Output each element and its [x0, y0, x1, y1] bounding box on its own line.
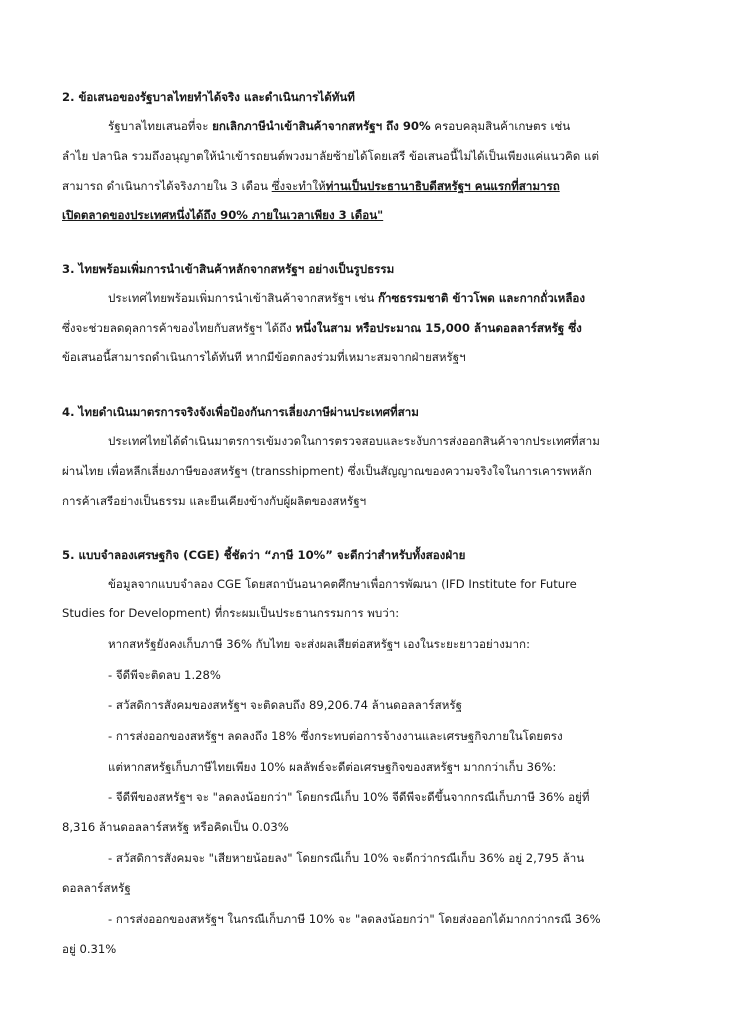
- section-5-line-7: แต่หากสหรัฐเก็บภาษีไทยเพียง 10% ผลลัพธ์จะดีต่อเศรษฐกิจของสหรัฐฯ มากกว่าเก็บ 36%:: [108, 760, 557, 774]
- section-2-heading: 2. ข้อเสนอของรัฐบาลไทยทำได้จริง และดำเนินการได้ทันที: [62, 90, 355, 104]
- section-5-bullet-3: - การส่งออกของสหรัฐฯ ลดลงถึง 18% ซึ่งกระทบต่อการจ้างงานและเศรษฐกิจภายในโดยตรง: [108, 729, 563, 743]
- section-4-line-3: การค้าเสรีอย่างเป็นธรรม และยืนเคียงข้างกับผู้ผลิตของสหรัฐฯ: [62, 494, 367, 508]
- section-5-bullet-4: - จีดีพีของสหรัฐฯ จะ "ลดลงน้อยกว่า" โดยกรณีเก็บ 10% จีดีพีจะดีขึ้นจากกรณีเก็บภาษี 36% อยู่ที่: [108, 790, 590, 804]
- section-5-bullet-5: - สวัสดิการสังคมจะ "เสียหายน้อยลง" โดยกรณีเก็บ 10% จะดีกว่ากรณีเก็บ 36% อยู่ 2,795 ล้าน: [108, 851, 585, 865]
- section-5-bullet-5-cont: ดอลลาร์สหรัฐ: [62, 881, 131, 895]
- section-5-bullet-6-cont: อยู่ 0.31%: [62, 942, 117, 956]
- section-3-line-1: ประเทศไทยพร้อมเพิ่มการนำเข้าสินค้าจากสหรัฐฯ เช่น ก๊าซธรรมชาติ ข้าวโพด และกากถั่วเหลือง: [108, 291, 586, 305]
- section-4-line-1: ประเทศไทยได้ดำเนินมาตรการเข้มงวดในการตรวจสอบและระงับการส่งออกสินค้าจากประเทศที่สาม: [108, 434, 600, 448]
- section-5-heading: 5. แบบจำลองเศรษฐกิจ (CGE) ชี้ชัดว่า “ภาษี 10%” จะดีกว่าสำหรับทั้งสองฝ่าย: [62, 548, 466, 562]
- section-3-line-3: ข้อเสนอนี้สามารถดำเนินการได้ทันที หากมีข้อตกลงร่วมที่เหมาะสมจากฝ่ายสหรัฐฯ: [62, 350, 466, 364]
- section-4-line-2: ผ่านไทย เพื่อหลีกเลี่ยงภาษีของสหรัฐฯ (transshipment) ซึ่งเป็นสัญญาณของความจริงใจในการเคารพหลัก: [62, 464, 592, 478]
- section-2-line-2: ลำไย ปลานิล รวมถึงอนุญาตให้นำเข้ารถยนต์พวงมาลัยซ้ายได้โดยเสรี ข้อเสนอนี้ไม่ได้เป็นเพียงแค่แนวคิด แต่: [62, 149, 599, 163]
- section-5-line-3: หากสหรัฐยังคงเก็บภาษี 36% กับไทย จะส่งผลเสียต่อสหรัฐฯ เองในระยะยาวอย่างมาก:: [108, 637, 530, 651]
- section-4-heading: 4. ไทยดำเนินมาตรการจริงจังเพื่อป้องกันการเลี่ยงภาษีผ่านประเทศที่สาม: [62, 405, 419, 419]
- section-3-heading: 3. ไทยพร้อมเพิ่มการนำเข้าสินค้าหลักจากสหรัฐฯ อย่างเป็นรูปธรรม: [62, 262, 395, 276]
- section-2-line-3: สามารถ ดำเนินการได้จริงภายใน 3 เดือน ซึ่งจะทำให้ท่านเป็นประธานาธิบดีสหรัฐฯ คนแรกที่สามารถ: [62, 179, 560, 193]
- section-5-bullet-1: - จีดีพีจะติดลบ 1.28%: [108, 668, 221, 682]
- section-5-bullet-6: - การส่งออกของสหรัฐฯ ในกรณีเก็บภาษี 10% จะ "ลดลงน้อยกว่า" โดยส่งออกได้มากกว่ากรณี 36%: [108, 912, 601, 926]
- section-5-line-2: Studies for Development) ที่กระผมเป็นประธานกรรมการ พบว่า:: [62, 606, 400, 620]
- section-5-bullet-2: - สวัสดิการสังคมของสหรัฐฯ จะติดลบถึง 89,206.74 ล้านดอลลาร์สหรัฐ: [108, 698, 462, 712]
- section-5-line-1: ข้อมูลจากแบบจำลอง CGE โดยสถาบันอนาคตศึกษาเพื่อการพัฒนา (IFD Institute for Future: [108, 577, 577, 591]
- section-5-bullet-4-cont: 8,316 ล้านดอลลาร์สหรัฐ หรือคิดเป็น 0.03%: [62, 820, 289, 834]
- section-3-line-2: ซึ่งจะช่วยลดดุลการค้าของไทยกับสหรัฐฯ ได้ถึง หนึ่งในสาม หรือประมาณ 15,000 ล้านดอลลาร์สหรัฐ ซึ่ง: [62, 321, 582, 335]
- section-2-line-4: เปิดตลาดของประเทศหนึ่งได้ถึง 90% ภายในเวลาเพียง 3 เดือน": [62, 208, 384, 222]
- section-2-line-1: รัฐบาลไทยเสนอที่จะ ยกเลิกภาษีนำเข้าสินค้าจากสหรัฐฯ ถึง 90% ครอบคลุมสินค้าเกษตร เช่น: [108, 119, 571, 133]
